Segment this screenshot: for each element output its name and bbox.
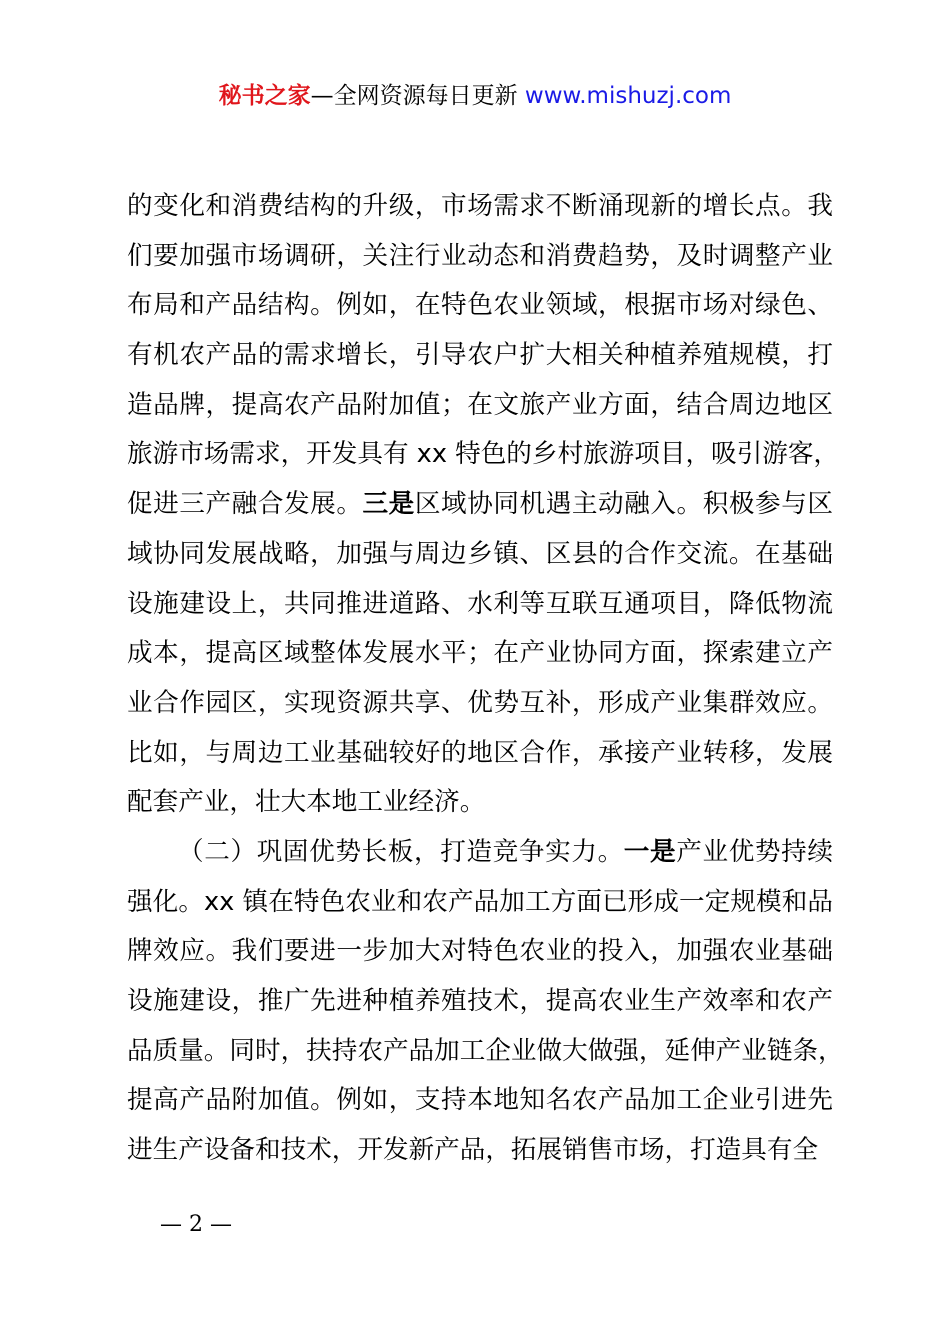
header-tagline: —全网资源每日更新 [310,83,525,109]
text-segment: 业合作园区，实现资源共享、优势互补，形成产业集群效应。 [127,687,833,718]
text-line [127,281,833,331]
text-segment: 设施建设，推广先进种植养殖技术，提高农业生产效率和农产 [127,986,833,1016]
text-line [127,430,840,480]
text-segment: 强化。xx 镇在特色农业和农产品加工方面已形成一定规模和品 [127,886,833,917]
text-line [127,480,833,530]
text-segment: 提高产品附加值。例如，支持本地知名农产品加工企业引进先 [127,1085,833,1116]
page-header [0,80,950,112]
text-line [127,977,833,1027]
text-line [127,1076,833,1126]
text-line [127,530,833,580]
text-segment: 促进三产融合发展。 [127,489,363,520]
text-segment: 牌效应。我们要进一步加大对特色农业的投入，加强农业基础 [127,936,833,967]
brand-name: 秘书之家 [218,83,311,109]
document-body [127,182,844,1176]
text-segment: 布局和产品结构。例如，在特色农业领域，根据市场对绿色、 [127,290,833,321]
text-line [127,729,833,779]
text-line [127,381,833,431]
text-segment: 们要加强市场调研，关注行业动态和消费趋势，及时调整产业 [127,240,833,271]
text-segment: 旅游市场需求，开发具有 xx 特色的乡村旅游项目，吸引游客， [127,439,840,470]
text-segment: （二）巩固优势长板，打造竞争实力。 [178,836,624,867]
text-segment: 有机农产品的需求增长，引导农户扩大相关种植养殖规模，打 [127,340,833,371]
text-line [127,232,833,282]
text-segment: 的变化和消费结构的升级，市场需求不断涌现新的增长点。我 [127,191,833,221]
bold-text: 一是 [623,836,677,867]
text-line [127,778,833,828]
website-url: www.mishuzj.com [524,83,732,109]
text-line [127,580,833,630]
text-segment: 配套产业，壮大本地工业经济。 [127,787,486,818]
text-segment: 域协同发展战略，加强与周边乡镇、区县的合作交流。在基础 [127,538,833,569]
text-line [127,182,833,232]
text-line [127,331,833,381]
text-segment: 产业优势持续 [676,836,833,867]
text-segment: 区域协同机遇主动融入。积极参与区 [414,489,833,520]
text-segment: 比如，与周边工业基础较好的地区合作，承接产业转移，发展 [127,737,833,768]
text-segment: 成本，提高区域整体发展水平；在产业协同方面，探索建立产 [127,638,833,669]
text-segment: 品质量。同时，扶持农产品加工企业做大做强，延伸产业链条， [127,1035,844,1066]
text-line [127,927,833,977]
text-segment: 造品牌，提高农产品附加值；在文旅产业方面，结合周边地区 [127,389,833,420]
text-segment: 设施建设上，共同推进道路、水利等互联互通项目，降低物流 [127,588,833,619]
text-line [127,1126,833,1176]
text-segment: 进生产设备和技术，开发新产品，拓展销售市场，打造具有全 [127,1135,819,1166]
text-line [127,878,833,928]
paragraph [127,182,840,828]
text-line [127,679,833,729]
paragraph [127,828,844,1176]
bold-text: 三是 [362,489,415,520]
text-line [127,828,833,878]
text-line [127,1027,844,1077]
page-number: — 2 — [160,1212,232,1237]
text-line [127,629,833,679]
